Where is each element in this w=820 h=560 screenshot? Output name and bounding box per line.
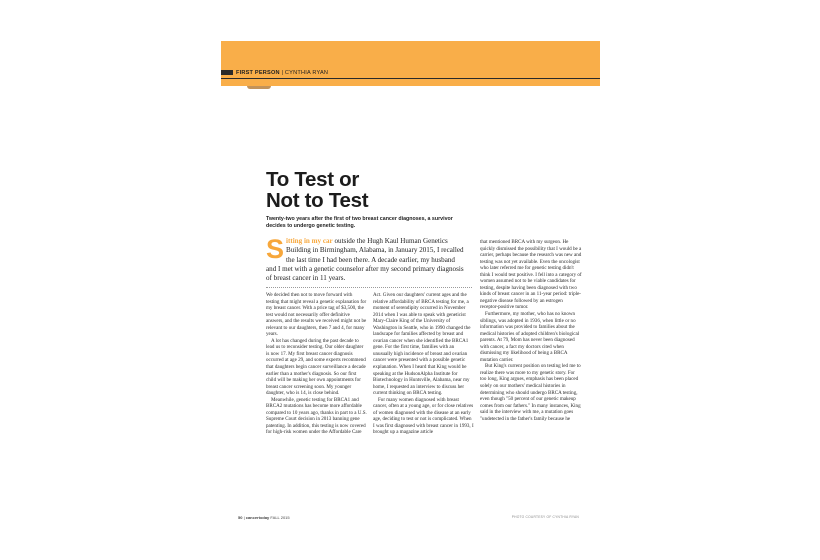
body-column-3 <box>480 239 582 517</box>
issue-label: FALL 2015 <box>270 515 290 520</box>
paragraph: But King's current position on testing led me to realize there was more to my genetic story. For too long, King argues, emphasis has been placed solely on our mothers' medical histories in determining who should undergo BRCA testing, even though "50 percent of our genetic makeup comes from our fathers." In many instances, King said in the interview with me, a mutation goes "undetected in the father's family because he <box>480 363 581 422</box>
magazine-name: cancertoday <box>245 515 270 520</box>
page-footer: 50 | cancertoday FALL 2015 <box>238 515 290 520</box>
paragraph: We decided then not to move forward with testing that might reveal a genetic explanation for my breast cancer. With a price tag of $3,500, the test would not necessarily offer definitive answers, and the results we received might not be relevant to our daughters, then 7 and 4, for many years. <box>266 292 367 338</box>
paragraph: For many women diagnosed with breast cancer, often at a young age, or for close relatives of women diagnosed with the disease at an early age, deciding to test or not is complicated. When I was first diagnosed with breast cancer in 1993, I brought up a magazine article <box>373 396 474 436</box>
intro-paragraph <box>266 234 464 283</box>
section-kicker <box>221 70 328 76</box>
drop-cap: S <box>266 234 285 264</box>
header-rule <box>221 78 600 79</box>
body-column-2 <box>373 292 474 517</box>
page-number: 50 <box>238 515 243 520</box>
paragraph: A lot has changed during the past decade to lead us to reconsider testing. Our older daughter is now 17. My first breast cancer diagnosis occurred at age 29, and some experts recommend that daughters begin cancer surveillance a decade earlier than a mother's diagnosis. So our first child will be making her own appointments for breast cancer screening soon. My younger daughter, who is 14, is close behind. <box>266 337 366 397</box>
intro-lead: itting in my car <box>286 237 333 245</box>
author-label: CYNTHIA RYAN <box>284 70 329 76</box>
kicker-separator: | <box>279 70 285 76</box>
body-column-1 <box>266 292 367 517</box>
article-deck: Twenty-two years after the first of two breast cancer diagnoses, a survivor decides to undergo genetic testing. <box>266 216 453 229</box>
title-line-1: To Test or <box>266 168 360 191</box>
article-title <box>266 169 466 211</box>
title-line-2: Not to Test <box>266 189 369 212</box>
paragraph: Act. Given our daughters' current ages and the relative affordability of BRCA testing for me, a moment of serendipity occurred in November 2014 when I was able to speak with geneticist Mary-Claire King of the University of Washington in Seattle, who in 1990 changed the landscape for families affected by breast and ovarian cancer when she identified the BRCA1 gene. For the first time, families with an unusually high incidence of breast and ovarian cancer were presented with a possible genetic explanation. When I heard that King would be speaking at the HudsonAlpha Institute for Biotechnology in Huntsville, Alabama, near my home, I requested an interview to discuss her current thinking on BRCA testing. <box>373 292 471 397</box>
header-banner <box>221 41 600 86</box>
section-label: FIRST PERSON <box>236 70 280 76</box>
photo-edge <box>247 86 271 89</box>
paragraph: that mentioned BRCA with my surgeon. He quickly dismissed the possibility that I would be a carrier, perhaps because the research was new and testing was not yet available. Even the oncologist who later referred me for genetic testing didn't think I would test positive. I fell into a category of women assumed not to be viable candidates for testing, despite having been diagnosed with two kinds of breast cancer in an 11-year period: triple-negative disease followed by an estrogen receptor-positive tumor. <box>480 239 582 311</box>
kicker-bar-icon <box>221 70 233 75</box>
paragraph: Meanwhile, genetic testing for BRCA1 and BRCA2 mutations has become more affordable compared to 10 years ago, thanks in part to a U.S. Supreme Court decision in 2013 banning gene patenting. In addition, this testing is now covered for high-risk women under the Affordable Care <box>266 396 367 436</box>
paragraph: Furthermore, my mother, who has no known siblings, was adopted in 1936, when little or no information was provided to families about the medical histories of adopted children's biological parents. At 79, Mom has never been diagnosed with cancer, a fact my doctors cited when dismissing my likelihood of being a BRCA mutation carrier. <box>480 311 580 363</box>
intro-text: outside the Hugh Kaul Human Genetics Building in Birmingham, Alabama, in January 2015, I recalled the last time I had been there. A decade earlier, my husband and I met with a genetic counselor after my second primary diagnosis of breast cancer in 11 years. <box>266 237 464 283</box>
dotted-divider <box>266 287 472 288</box>
photo-credit: PHOTO COURTESY OF CYNTHIA RYAN <box>511 515 579 519</box>
magazine-page <box>221 41 600 528</box>
